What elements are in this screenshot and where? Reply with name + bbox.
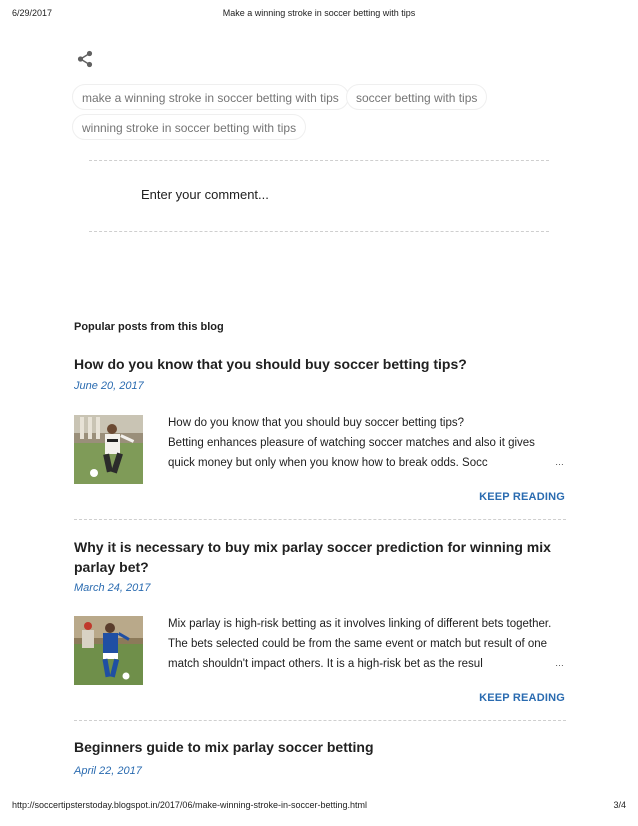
post-date[interactable]: March 24, 2017 <box>74 582 151 594</box>
popular-posts-heading: Popular posts from this blog <box>74 321 224 333</box>
snippet-line: How do you know that you should buy soccer betting tips? <box>168 417 464 429</box>
print-footer <box>12 800 626 814</box>
comment-box-top-border <box>89 160 549 161</box>
snippet-line: Mix parlay is high-risk betting as it involves linking of different bets together. <box>168 618 552 630</box>
label-chip[interactable]: soccer betting with tips <box>346 84 487 110</box>
print-date: 6/29/2017 <box>12 8 53 18</box>
post-thumbnail[interactable] <box>74 616 143 685</box>
snippet-ellipsis: … <box>524 657 564 675</box>
comment-input[interactable]: Enter your comment... <box>141 187 269 202</box>
snippet-line: Betting enhances pleasure of watching soccer matches and also it gives <box>168 437 535 449</box>
snippet-line: match shouldn't impact others. It is a high-risk bet as the resul <box>168 658 483 670</box>
snippet-line: quick money but only when you know how to break odds. Socc <box>168 457 488 469</box>
print-title: Make a winning stroke in soccer betting with tips <box>222 8 416 18</box>
print-page-number: 3/4 <box>613 800 626 810</box>
post-date[interactable]: April 22, 2017 <box>74 765 142 777</box>
keep-reading-link[interactable]: KEEP READING <box>479 491 565 503</box>
comment-box-bottom-border <box>89 231 549 232</box>
snippet-ellipsis: … <box>524 456 564 474</box>
post-title[interactable]: Why it is necessary to buy mix parlay soccer prediction for winning mix parlay bet? <box>74 539 551 575</box>
print-header <box>12 8 626 22</box>
keep-reading-link[interactable]: KEEP READING <box>479 692 565 704</box>
share-icon[interactable] <box>76 50 94 68</box>
post-separator <box>74 720 566 721</box>
snippet-line: The bets selected could be from the same event or match but result of one <box>168 638 548 650</box>
post-snippet <box>168 413 564 473</box>
post-date[interactable]: June 20, 2017 <box>74 380 144 392</box>
print-url: http://soccertipsterstoday.blogspot.in/2017/06/make-winning-stroke-in-soccer-betting.html <box>12 800 368 810</box>
post-title[interactable]: Beginners guide to mix parlay soccer betting <box>74 739 374 755</box>
post-thumbnail[interactable] <box>74 415 143 484</box>
label-chip[interactable]: winning stroke in soccer betting with tips <box>72 114 306 140</box>
post-separator <box>74 519 566 520</box>
label-chip[interactable]: make a winning stroke in soccer betting with tips <box>72 84 349 110</box>
post-title[interactable]: How do you know that you should buy soccer betting tips? <box>74 356 467 372</box>
post-snippet <box>168 614 564 674</box>
